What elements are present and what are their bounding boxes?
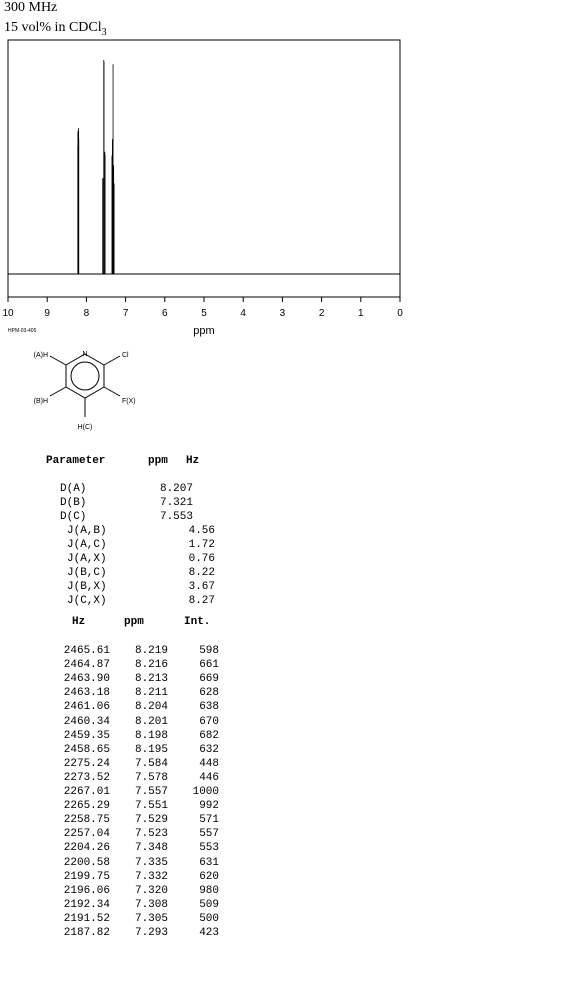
atom-n: N	[82, 351, 88, 358]
peak-hz: 2265.29	[63, 800, 110, 813]
nmr-spectrum-chart	[0, 0, 570, 340]
peak-ppm: 7.584	[134, 757, 168, 770]
peak-ppm: 8.198	[134, 729, 168, 742]
x-tick-label: 9	[44, 308, 50, 319]
param-name: D(A)	[60, 483, 87, 495]
peak-hz: 2191.52	[63, 912, 110, 925]
peak-int: 670	[199, 715, 219, 728]
x-tick-label: 6	[162, 308, 168, 319]
atom-ha: (A)H	[33, 352, 48, 359]
peak-hz: 2463.18	[63, 687, 110, 700]
peak-int: 1000	[192, 786, 219, 798]
molecule-structure	[0, 340, 200, 435]
frequency-label: 300 MHz	[4, 0, 58, 15]
peak-int: 992	[199, 800, 219, 813]
x-axis-ticks	[2, 297, 403, 319]
peak-ppm: 7.557	[134, 786, 168, 798]
peak-hz: 2192.34	[63, 898, 110, 911]
peak-int: 661	[199, 659, 219, 672]
peak-ppm: 7.335	[134, 856, 168, 869]
peak-ppm: 8.216	[134, 659, 168, 672]
bond-ha	[50, 356, 66, 365]
peak-hz: 2458.65	[63, 743, 110, 756]
peak-header-ppm: ppm	[124, 616, 144, 628]
peak-ppm: 7.523	[134, 828, 168, 841]
solvent-subscript: 3	[101, 26, 107, 38]
solvent-text: 15 vol% in CDCl	[4, 20, 102, 35]
param-name: J(C,X)	[67, 595, 107, 607]
param-name: J(A,B)	[67, 525, 107, 537]
param-name: J(A,X)	[67, 553, 107, 565]
sample-code: HPM-03-405	[8, 328, 37, 334]
param-header-hz: Hz	[186, 455, 200, 467]
param-header-parameter: Parameter	[46, 455, 106, 467]
peak-int: 571	[199, 814, 219, 827]
peak-ppm: 8.204	[134, 701, 168, 714]
peak-hz: 2187.82	[63, 927, 110, 939]
peak-hz: 2200.58	[63, 856, 110, 869]
peak-hz: 2257.04	[63, 828, 110, 841]
x-tick-label: 0	[397, 308, 403, 319]
aromatic-circle	[71, 362, 99, 390]
peak-int: 632	[199, 743, 219, 756]
peak-hz: 2465.61	[63, 645, 110, 657]
peak-int: 553	[199, 842, 219, 855]
peak-int: 980	[199, 884, 219, 897]
param-name: J(B,X)	[67, 581, 107, 593]
atom-hb: (B)H	[33, 398, 48, 405]
x-tick-label: 1	[358, 308, 364, 319]
atom-cl: Cl	[122, 352, 129, 359]
peak-ppm: 7.320	[134, 884, 168, 897]
peak-int: 620	[199, 870, 219, 883]
x-tick-label: 10	[2, 308, 14, 319]
param-header-ppm: ppm	[148, 455, 168, 467]
peak-hz: 2258.75	[63, 814, 110, 827]
bond-hb	[50, 387, 66, 396]
peak-ppm: 8.219	[134, 645, 168, 657]
x-tick-label: 2	[318, 308, 325, 319]
peak-hz: 2459.35	[63, 729, 110, 742]
atom-fx: F(X)	[122, 398, 136, 405]
bond-f	[104, 387, 120, 396]
x-tick-label: 7	[122, 308, 129, 319]
x-tick-label: 8	[83, 308, 90, 319]
peak-hz: 2267.01	[63, 786, 110, 798]
param-name: D(B)	[60, 497, 87, 509]
peak-ppm: 7.305	[134, 912, 168, 925]
peak-ppm: 7.293	[134, 927, 168, 939]
peak-ppm: 8.213	[134, 673, 168, 686]
param-hz: 1.72	[188, 539, 215, 551]
param-hz: 3.67	[188, 581, 215, 593]
param-hz: 0.76	[188, 553, 215, 565]
peak-int: 669	[199, 673, 219, 686]
param-ppm: 7.553	[159, 511, 193, 523]
param-name: J(A,C)	[67, 539, 107, 551]
pyridine-ring	[66, 354, 104, 398]
peak-ppm: 7.332	[134, 870, 168, 883]
peak-ppm: 7.348	[134, 842, 168, 855]
peak-ppm: 8.211	[134, 687, 168, 700]
x-tick-label: 4	[240, 308, 246, 319]
peak-ppm: 7.529	[134, 814, 168, 827]
peak-int: 448	[199, 757, 219, 770]
peak-int: 500	[199, 912, 219, 925]
x-tick-label: 5	[201, 308, 207, 319]
peak-hz: 2464.87	[63, 659, 110, 672]
peak-int: 682	[199, 729, 219, 742]
peak-ppm: 7.578	[134, 771, 168, 784]
peak-ppm: 8.195	[134, 743, 168, 756]
param-name: J(B,C)	[67, 567, 107, 579]
param-hz: 8.22	[188, 567, 215, 579]
peak-int: 509	[199, 898, 219, 911]
peak-int: 446	[199, 771, 219, 784]
peak-hz: 2463.90	[63, 673, 110, 686]
param-hz: 8.27	[188, 595, 215, 607]
bond-cl	[104, 356, 120, 365]
param-name: D(C)	[60, 511, 87, 523]
peak-hz: 2273.52	[63, 771, 110, 784]
peak-int: 598	[199, 645, 219, 657]
peak-int: 423	[199, 927, 219, 939]
x-tick-label: 3	[279, 308, 286, 319]
peak-ppm: 7.308	[134, 898, 168, 911]
peak-ppm: 8.201	[134, 715, 168, 728]
peak-hz: 2460.34	[63, 715, 110, 728]
peak-hz: 2275.24	[63, 757, 110, 770]
param-ppm: 8.207	[159, 483, 193, 495]
atom-hc: H(C)	[77, 424, 93, 431]
peak-int: 557	[199, 828, 219, 841]
peak-header-hz: Hz	[72, 616, 86, 628]
plot-frame	[8, 40, 400, 297]
peak-hz: 2204.26	[63, 842, 110, 855]
param-hz: 4.56	[188, 525, 215, 537]
peak-hz: 2461.06	[63, 701, 110, 714]
x-axis-label: ppm	[193, 325, 215, 337]
peak-ppm: 7.551	[134, 800, 168, 813]
peak-hz: 2196.06	[63, 884, 110, 897]
peak-hz: 2199.75	[63, 870, 110, 883]
peak-header-int: Int.	[184, 616, 211, 628]
peak-int: 628	[199, 687, 219, 700]
peak-int: 631	[199, 856, 219, 869]
param-ppm: 7.321	[159, 497, 193, 509]
peak-group	[78, 60, 114, 274]
peak-int: 638	[199, 701, 219, 714]
